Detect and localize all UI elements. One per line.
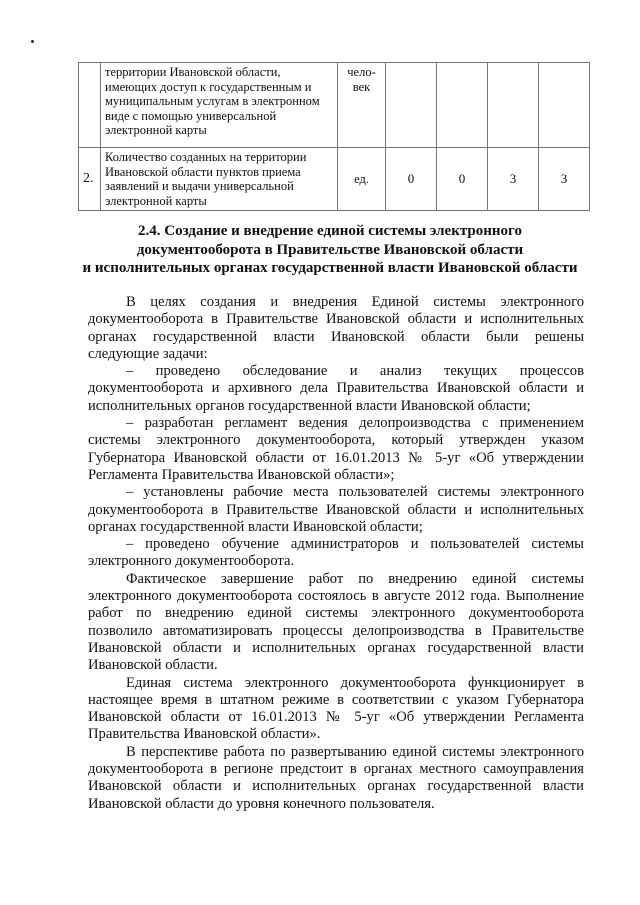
text-line: Ивановской области до уровня конечного пользователя. (88, 795, 435, 812)
value-cell (539, 63, 590, 148)
row-number (79, 63, 101, 148)
text-line: В перспективе работа по развертыванию единой системы электронного (126, 743, 584, 760)
paragraph (88, 675, 584, 744)
paragraph (88, 363, 584, 415)
paragraph (88, 744, 584, 813)
text-line: Ивановской области. (88, 657, 218, 674)
text-line: – проведено обследование и анализ текущих процессов (126, 363, 584, 380)
text-line: Ивановской области и исполнительных органах государственной власти (88, 778, 584, 795)
paragraph (88, 294, 584, 363)
text-line: Ивановской области от 16.01.2013 № 5-уг «Об утверждении Регламента (88, 709, 584, 726)
text-line: системы электронного документооборота, который утвержден указом (88, 432, 584, 449)
text-line: – установлены рабочие места пользователей системы электронного (126, 484, 584, 501)
paragraph (88, 415, 584, 484)
paragraph (88, 484, 584, 536)
paragraph (88, 571, 584, 675)
text-line: В целях создания и внедрения Единой системы электронного (126, 294, 584, 310)
value-cell: 0 (386, 148, 437, 211)
table-row (79, 63, 590, 148)
text-line: органах государственной власти Ивановской области были решены (88, 328, 584, 345)
text-line: документооборота в регионе предстоит в органах местного самоуправления (88, 761, 584, 778)
value-cell (437, 63, 488, 148)
value-cell: 3 (539, 148, 590, 211)
text-line: позволило автоматизировать процессы делопроизводства в Правительстве (88, 622, 584, 639)
unit: ед. (338, 148, 386, 211)
text-line: настоящее время в штатном режиме в соответствии с указом Губернатора (88, 691, 584, 708)
text-line: Фактическое завершение работ по внедрению единой системы (126, 570, 584, 587)
text-line: Губернатора Ивановской области от 16.01.2013 № 5-уг «Об утверждении (88, 449, 584, 466)
table-row (79, 148, 590, 211)
text-line: – разработан регламент ведения делопроизводства с применением (126, 415, 584, 432)
heading-line: документооборота в Правительстве Ивановской области (136, 241, 524, 258)
row-number: 2. (79, 148, 101, 211)
value-cell: 0 (437, 148, 488, 211)
text-line: следующие задачи: (88, 345, 208, 362)
unit: чело- век (338, 63, 386, 148)
indicators-table (78, 62, 590, 211)
text-line: исполнительных органов государственной власти Ивановской области; (88, 397, 531, 414)
text-line: Правительства Ивановской области». (88, 726, 321, 743)
text-line: – проведено обучение администраторов и пользователей системы (126, 536, 584, 553)
text-line: электронного документооборота состоялось в августе 2012 года. Выполнение (88, 588, 584, 605)
indicator-text: Количество созданных на территории Ивановской области пунктов приема заявлений и выдачи универсальной электронной карты (101, 148, 338, 211)
text-line: работ по внедрению единой системы электронного документооборота (88, 605, 584, 622)
text-line: Регламента Правительства Ивановской области»; (88, 466, 395, 483)
section-heading (60, 222, 600, 278)
value-cell (488, 63, 539, 148)
text-line: документооборота в Правительстве Ивановской области и исполнительных (88, 311, 584, 328)
heading-line: 2.4. Создание и внедрение единой системы электронного (138, 223, 522, 239)
text-line: электронного документооборота. (88, 553, 295, 570)
value-cell (386, 63, 437, 148)
text-line: документооборота и архивного дела Правительства Ивановской области и (88, 380, 584, 397)
heading-line: и исполнительных органах государственной власти Ивановской области (82, 260, 578, 276)
text-line: Ивановской области и исполнительных органах государственной власти (88, 639, 584, 656)
scan-speck (31, 40, 34, 43)
section-body (88, 294, 584, 813)
text-line: Единая система электронного документооборота функционирует в (126, 674, 584, 691)
value-cell: 3 (488, 148, 539, 211)
text-line: документооборота в Правительстве Ивановской области и исполнительных (88, 501, 584, 518)
text-line: органах государственной власти Ивановской области; (88, 518, 423, 535)
paragraph (88, 536, 584, 571)
indicator-text: территории Ивановской области, имеющих доступ к государственным и муниципальным услугам в электронном виде с помощью универсальной электронной карты (101, 63, 338, 148)
